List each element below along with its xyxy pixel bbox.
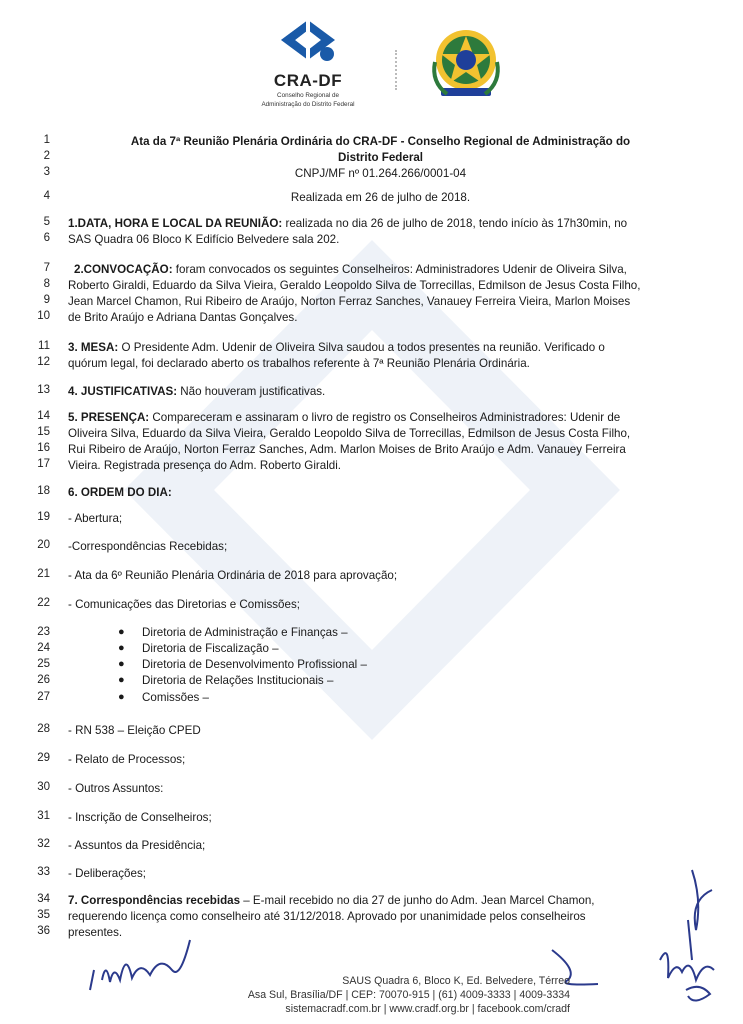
title-line2: Distrito Federal bbox=[337, 151, 424, 164]
section-7-line2: requerendo licença como conselheiro até 31/12/2018. Aprovado por unanimidade pelos conselheiros bbox=[68, 910, 586, 923]
line-number: 9 bbox=[43, 294, 50, 306]
section-5-line2: Oliveira Silva, Eduardo da Silva Vieira, Geraldo Leopoldo Silva de Torrecillas, Edmilson de Jesus Costa Filho, bbox=[68, 427, 631, 440]
line-number: 28 bbox=[37, 723, 50, 735]
section-5-line3: Rui Ribeiro de Araújo, Norton Ferraz Sanches, Adm. Marlon Moises de Brito Araújo e Adm. Vanauey Ferreira bbox=[68, 443, 626, 456]
line-number: 8 bbox=[43, 278, 50, 290]
bullet-icon: ● bbox=[118, 674, 125, 686]
line-number: 29 bbox=[37, 752, 50, 764]
line-number: 27 bbox=[37, 691, 50, 703]
line-number: 19 bbox=[37, 511, 50, 523]
cra-df-logo bbox=[238, 18, 378, 108]
footer-line1: SAUS Quadra 6, Bloco K, Ed. Belvedere, Térreo bbox=[342, 975, 570, 987]
bullet-icon: ● bbox=[118, 658, 125, 670]
cnpj: CNPJ/MF nº 01.264.266/0001-04 bbox=[294, 167, 467, 180]
agenda-item: - Comunicações das Diretorias e Comissões; bbox=[68, 598, 300, 611]
directorate-item: Diretoria de Desenvolvimento Profissional – bbox=[142, 658, 367, 671]
directorate-item: Diretoria de Relações Institucionais – bbox=[142, 674, 334, 687]
line-number: 21 bbox=[37, 568, 50, 580]
coat-of-arms-icon bbox=[427, 22, 505, 106]
line-number: 26 bbox=[37, 674, 50, 686]
directorate-item: Diretoria de Administração e Finanças – bbox=[142, 626, 348, 639]
line-number: 4 bbox=[43, 190, 50, 202]
letterhead bbox=[0, 8, 743, 108]
line-number: 6 bbox=[43, 232, 50, 244]
line-number: 22 bbox=[37, 597, 50, 609]
agenda-item: -Correspondências Recebidas; bbox=[68, 540, 228, 553]
section-4-line1: 4. JUSTIFICATIVAS: Não houveram justificativas. bbox=[68, 385, 326, 398]
footer-address bbox=[180, 974, 570, 1016]
agenda-item: - Deliberações; bbox=[68, 867, 146, 880]
line-number: 14 bbox=[37, 410, 50, 422]
section-3-line2: quórum legal, foi declarado aberto os trabalhos referente à 7ª Reunião Plenária Ordinária. bbox=[68, 357, 530, 370]
line-number: 15 bbox=[37, 426, 50, 438]
section-7-line3: presentes. bbox=[68, 926, 123, 939]
line-number: 20 bbox=[37, 539, 50, 551]
section-1-line1: 1.DATA, HORA E LOCAL DA REUNIÃO: realizada no dia 26 de julho de 2018, tendo início às 17h30min, no bbox=[68, 217, 628, 230]
line-number: 3 bbox=[43, 166, 50, 178]
line-number: 1 bbox=[43, 134, 50, 146]
line-number: 32 bbox=[37, 838, 50, 850]
section-2-line1: 2.CONVOCAÇÃO: foram convocados os seguintes Conselheiros: Administradores Udenir de Oliveira Silva, bbox=[74, 263, 627, 276]
agenda-item: - Abertura; bbox=[68, 512, 123, 525]
line-number: 30 bbox=[37, 781, 50, 793]
line-number: 7 bbox=[43, 262, 50, 274]
org-abbr: CRA-DF bbox=[273, 71, 343, 90]
bullet-icon: ● bbox=[118, 691, 125, 703]
line-number: 10 bbox=[37, 310, 50, 322]
line-number: 23 bbox=[37, 626, 50, 638]
agenda-item: - Outros Assuntos: bbox=[68, 782, 164, 795]
section-5-line1: 5. PRESENÇA: Compareceram e assinaram o livro de registro os Conselheiros Administradores: Udenir de bbox=[68, 411, 621, 424]
line-number: 16 bbox=[37, 442, 50, 454]
bullet-icon: ● bbox=[118, 626, 125, 638]
line-number: 35 bbox=[37, 909, 50, 921]
section-1-line2: SAS Quadra 06 Bloco K Edifício Belvedere sala 202. bbox=[68, 233, 340, 246]
footer-line2: Asa Sul, Brasília/DF | CEP: 70070-915 | (61) 4009-3333 | 4009-3334 bbox=[247, 989, 570, 1001]
line-number: 24 bbox=[37, 642, 50, 654]
signature-right bbox=[630, 860, 730, 1010]
agenda-item: - Assuntos da Presidência; bbox=[68, 839, 206, 852]
directorate-item: Diretoria de Fiscalização – bbox=[142, 642, 279, 655]
agenda-item: - Ata da 6º Reunião Plenária Ordinária de 2018 para aprovação; bbox=[68, 569, 398, 582]
line-number: 34 bbox=[37, 893, 50, 905]
section-5-line4: Vieira. Registrada presença do Adm. Roberto Giraldi. bbox=[68, 459, 342, 472]
agenda-item: - Relato de Processos; bbox=[68, 753, 186, 766]
section-7-line1: 7. Correspondências recebidas – E-mail recebido no dia 27 de junho do Adm. Jean Marcel Chamon, bbox=[68, 894, 595, 907]
section-2-line2: Roberto Giraldi, Eduardo da Silva Vieira, Geraldo Leopoldo Silva de Torrecillas, Edmilson de Jesus Costa Filho, bbox=[68, 279, 641, 292]
line-number: 13 bbox=[37, 384, 50, 396]
section-2-line3: Jean Marcel Chamon, Rui Ribeiro de Araújo, Norton Ferraz Sanches, Vanauey Ferreira Vieira, Marlon Moises bbox=[68, 295, 631, 308]
header-divider bbox=[395, 50, 399, 90]
line-number: 2 bbox=[43, 150, 50, 162]
line-number: 18 bbox=[37, 485, 50, 497]
line-number: 25 bbox=[37, 658, 50, 670]
line-number: 36 bbox=[37, 925, 50, 937]
footer-line3: sistemacradf.com.br | www.cradf.org.br | facebook.com/cradf bbox=[285, 1003, 570, 1015]
agenda-item: - Inscrição de Conselheiros; bbox=[68, 811, 212, 824]
cra-diamond-icon bbox=[279, 18, 337, 64]
section-2-line4: de Brito Araújo e Adriana Dantas Gonçalves. bbox=[68, 311, 298, 324]
line-number: 17 bbox=[37, 458, 50, 470]
agenda-item: - RN 538 – Eleição CPED bbox=[68, 724, 201, 737]
meeting-date: Realizada em 26 de julho de 2018. bbox=[290, 191, 471, 204]
line-number: 11 bbox=[38, 340, 50, 352]
directorate-item: Comissões – bbox=[142, 691, 210, 704]
section-6-heading: 6. ORDEM DO DIA: bbox=[68, 486, 172, 499]
org-name-line1: Conselho Regional de bbox=[277, 92, 339, 99]
line-number: 5 bbox=[43, 216, 50, 228]
section-3-line1: 3. MESA: O Presidente Adm. Udenir de Oliveira Silva saudou a todos presentes na reunião. Verificado o bbox=[68, 341, 605, 354]
line-number: 31 bbox=[37, 810, 50, 822]
bullet-icon: ● bbox=[118, 642, 125, 654]
org-name-line2: Administração do Distrito Federal bbox=[261, 100, 355, 108]
title-line1: Ata da 7ª Reunião Plenária Ordinária do CRA-DF - Conselho Regional de Administração do bbox=[130, 135, 631, 148]
line-number: 33 bbox=[37, 866, 50, 878]
line-number: 12 bbox=[37, 356, 50, 368]
